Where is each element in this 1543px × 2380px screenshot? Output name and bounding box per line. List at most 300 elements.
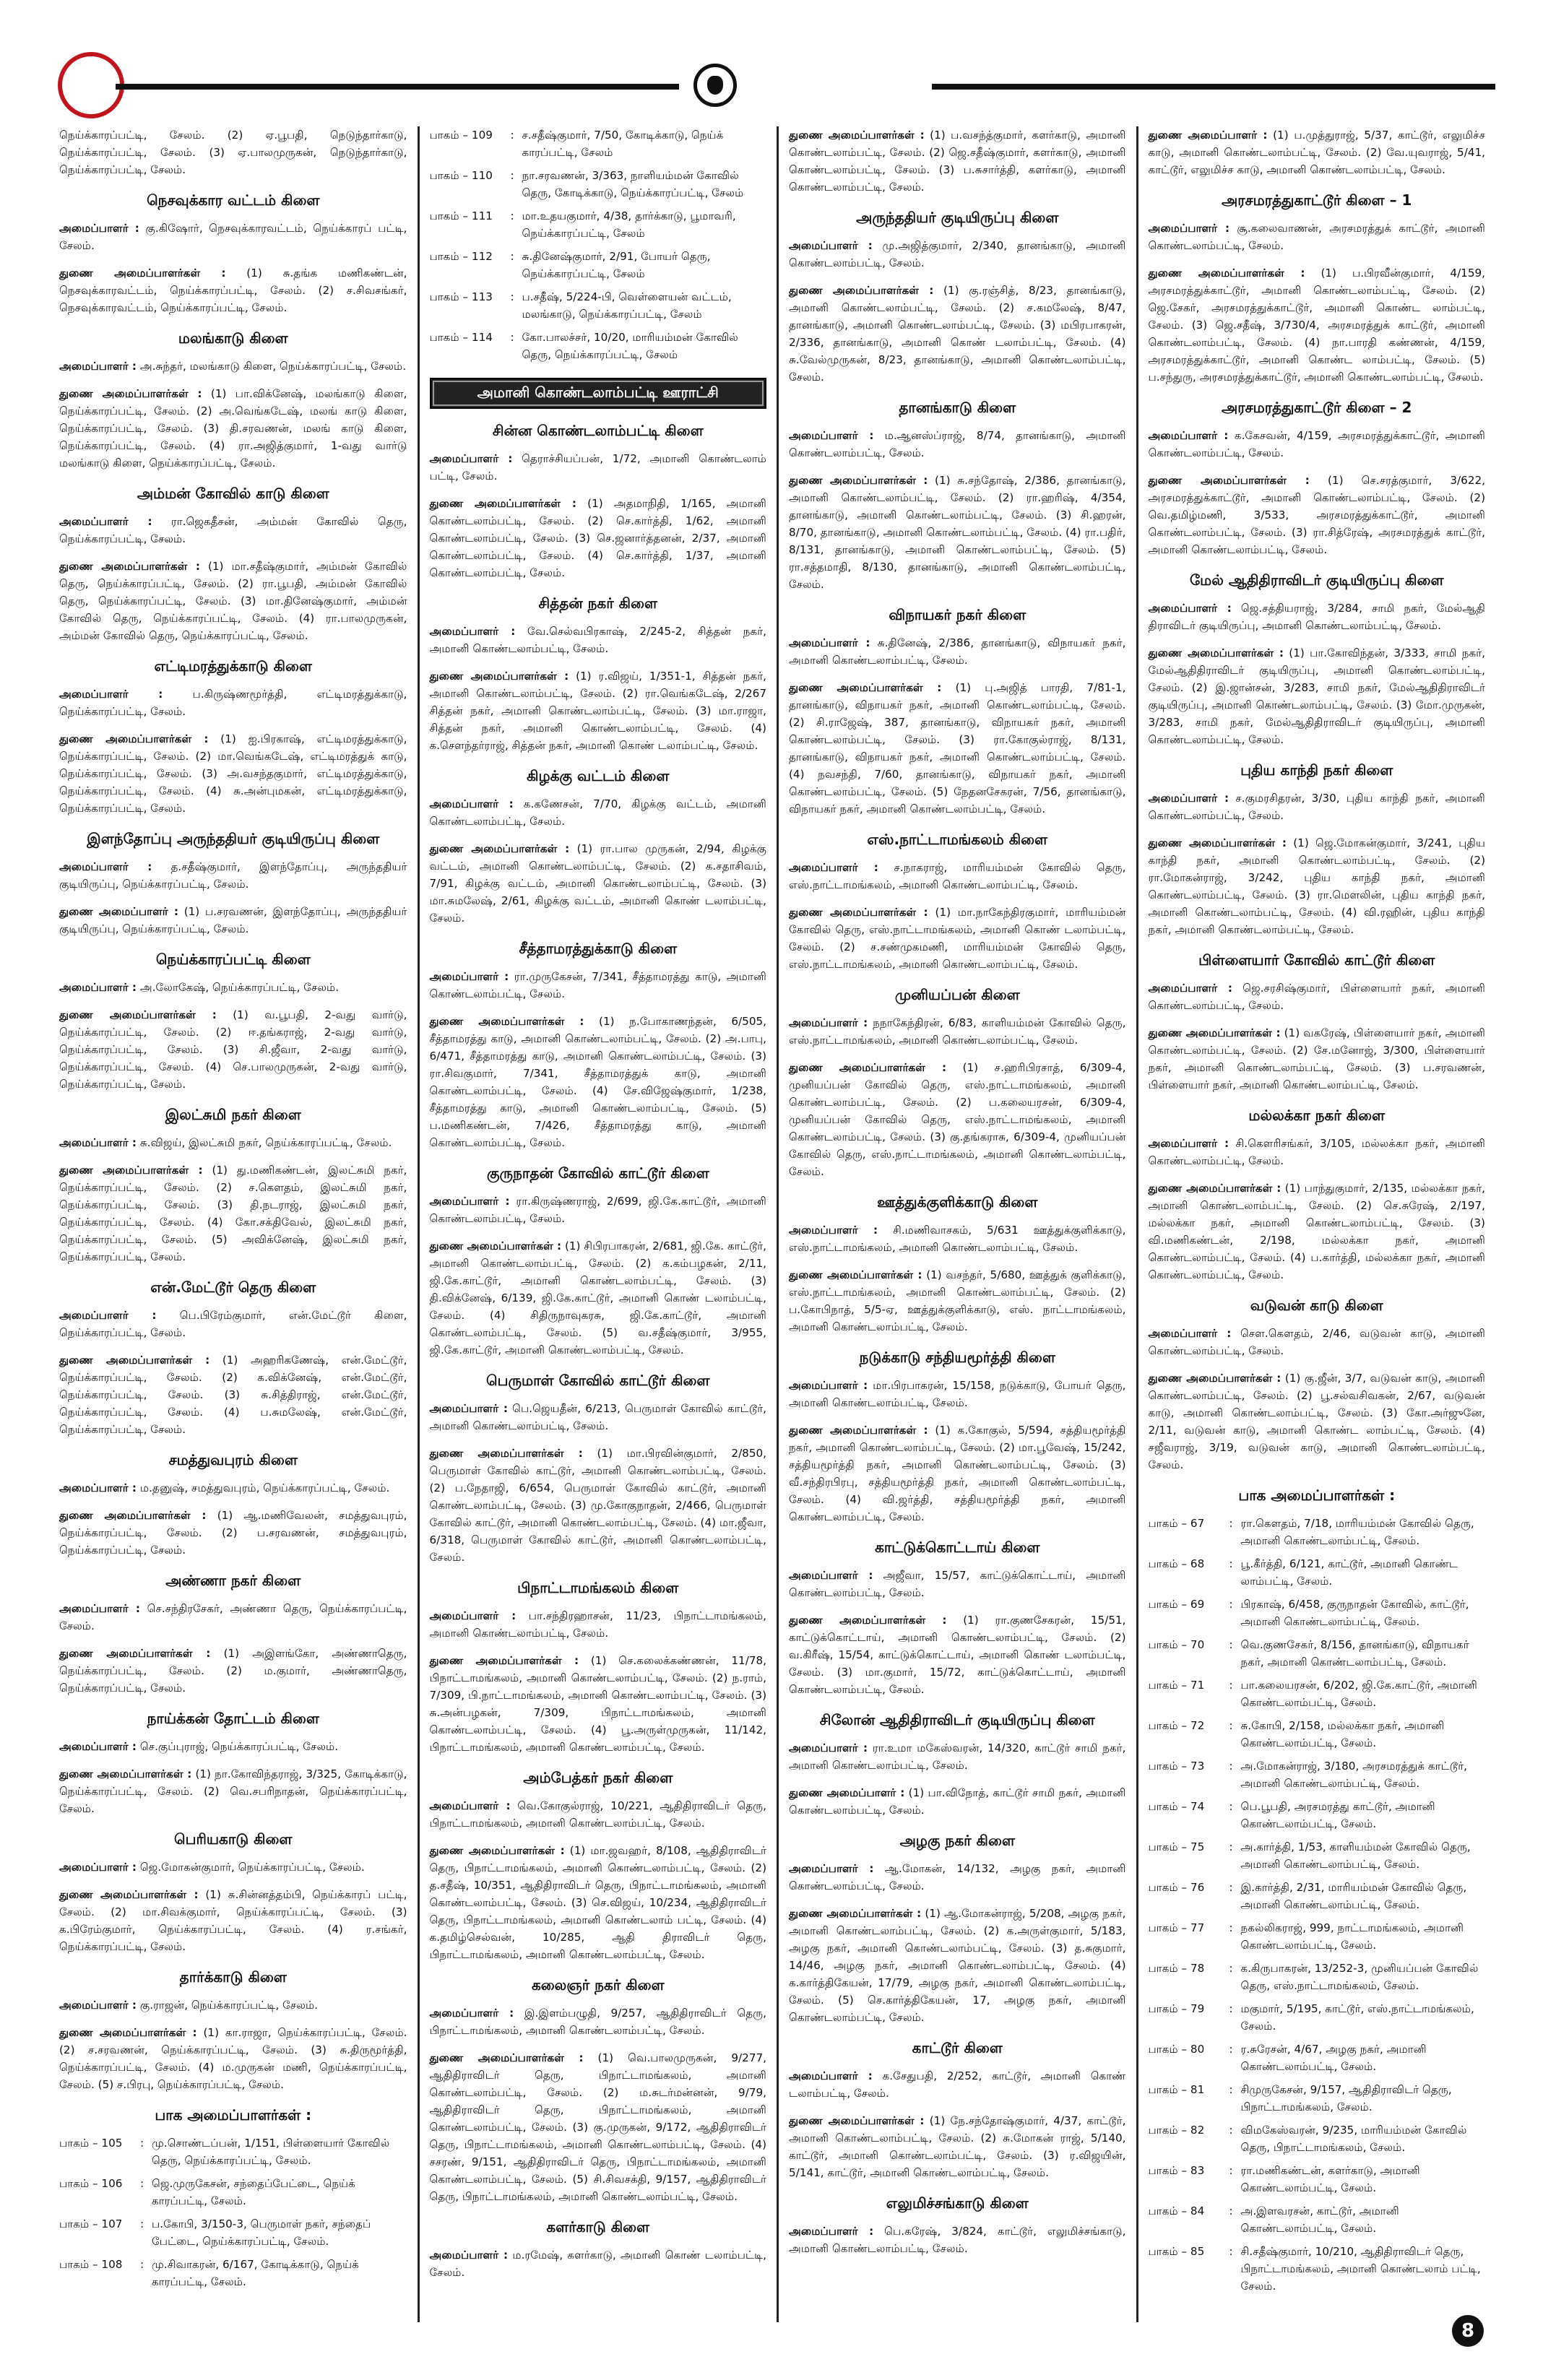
booth-number: பாகம் – 67 xyxy=(1148,1517,1205,1530)
booth-colon: : xyxy=(1229,1760,1233,1773)
booth-number: பாகம் – 74 xyxy=(1148,1800,1205,1813)
booth-colon: : xyxy=(510,290,514,303)
member-text: ஆ.மோகன், 14/132, அழகு நகர், அமானி கொண்டலாம்பட்டி, சேலம். xyxy=(789,1862,1126,1892)
member-text: க.கேசவன், 4/159, அரசமரத்துக்காட்டூர், அமானி கொண்டலாம்பட்டி, சேலம். xyxy=(1148,429,1485,459)
member-paragraph xyxy=(789,2067,1126,2102)
booth-number: பாகம் – 79 xyxy=(1148,2002,1205,2015)
role-label: துணை அமைப்பாளர்கள் : xyxy=(59,1509,207,1522)
section-heading: சமத்துவபுரம் கிளை xyxy=(168,1451,298,1468)
role-label: துணை அமைப்பாளர்கள் : xyxy=(59,732,209,745)
booth-number: பாகம் – 84 xyxy=(1148,2204,1205,2217)
role-label: துணை அமைப்பாளர்கள் : xyxy=(429,2051,584,2064)
role-label: அமைப்பாளர் : xyxy=(789,2069,873,2082)
member-paragraph xyxy=(430,2004,767,2039)
member-paragraph xyxy=(430,495,767,581)
booth-number: பாகம் – 77 xyxy=(1148,1921,1205,1934)
member-text: (1) வ.பூபதி, 2-வது வார்டு, நெய்க்காரப்பட்டி, சேலம். (2) ஈ.தங்கராஜ், 2-வது வார்டு, நெய்க்காரப்பட்டி, சேலம். (3) சி.ஜீவா, 2-வது வார்டு, நெய்க்காரப்பட்டி, சேலம். (4) செ.பாலமுருகன், 2-வது வார்டு, நெய்க்காரப்பட்டி, சேலம். xyxy=(59,1008,407,1091)
member-paragraph xyxy=(1149,789,1486,824)
member-paragraph xyxy=(789,1860,1126,1895)
booth-number: பாகம் – 75 xyxy=(1148,1840,1205,1853)
member-text: சு.விஜய், இலட்சுமி நகர், நெய்க்காரப்பட்டி, சேலம். xyxy=(137,1136,392,1149)
role-label: துணை அமைப்பாளர்கள் : xyxy=(429,1015,584,1028)
member-paragraph xyxy=(430,840,767,927)
booth-entry xyxy=(1149,2081,1486,2116)
member-text: (1) அஇளங்கோ, அண்ணாதெரு, நெய்க்காரப்பட்டி, சேலம். (2) ம.குமார், அண்ணாதெரு, நெய்க்காரப்பட்டி, சேலம். xyxy=(59,1647,407,1695)
member-paragraph xyxy=(789,859,1126,893)
member-paragraph xyxy=(59,1996,407,2014)
role-label: அமைப்பாளர் : xyxy=(1148,429,1229,442)
member-paragraph xyxy=(1149,264,1486,386)
role-label: துணை அமைப்பாளர்கள் : xyxy=(1148,646,1284,659)
booth-organizer: ப.கோபி, 3/150-3, பெருமாள் நகர், சந்தைப் பேட்டை, நெய்க்காரப்பட்டி, சேலம். xyxy=(152,2217,371,2248)
booth-entry xyxy=(1149,2162,1486,2197)
member-paragraph xyxy=(59,126,407,178)
member-paragraph xyxy=(1149,1325,1486,1359)
section-heading: பிள்ளையார் கோவில் காட்டூர் கிளை xyxy=(1198,951,1435,969)
member-text: (1) ப.வசந்த்குமார், களர்காடு, அமானி கொண்டலாம்பட்டி, சேலம். (2) ஜெ.சதீஷ்குமார், களர்காடு, அமானி கொண்டலாம்பட்டி, சேலம். (3) ப.சுசார்த்தி, களர்காடு, அமானி கொண்டலாம்பட்டி, சேலம். xyxy=(789,129,1126,194)
booth-colon: : xyxy=(1229,1679,1233,1692)
role-label: அமைப்பாளர் : xyxy=(59,860,152,873)
role-label: துணை அமைப்பாளர்கள் : xyxy=(1148,1026,1281,1039)
booth-organizer: சு.தினேஷ்குமார், 2/91, போயர் தெரு, நெய்க்காரப்பட்டி, சேலம் xyxy=(522,250,711,280)
booth-number: பாகம் – 107 xyxy=(59,2217,123,2230)
member-paragraph xyxy=(430,450,767,485)
section-heading: அருந்ததியர் குடியிருப்பு கிளை xyxy=(856,209,1059,226)
role-label: அமைப்பாளர் : xyxy=(59,981,137,994)
role-label: அமைப்பாளர் : xyxy=(789,1016,868,1029)
role-label: அமைப்பாளர் : xyxy=(1148,1137,1229,1150)
member-text: சௌ.கௌதம், 2/46, வடுவன் காடு, அமானி கொண்டலாம்பட்டி, சேலம். xyxy=(1148,1327,1485,1357)
role-label: துணை அமைப்பாளர்கள் : xyxy=(59,1008,217,1021)
booth-number: பாகம் – 78 xyxy=(1148,1962,1205,1975)
member-text: மா.பிரபாகரன், 15/158, நடுக்காடு, போயர் தெரு, அமானி கொண்டலாம்பட்டி, சேலம். xyxy=(789,1379,1126,1409)
section-heading: தார்க்காடு கிளை xyxy=(179,1968,287,1986)
role-label: அமைப்பாளர் : xyxy=(789,1862,874,1875)
member-paragraph xyxy=(1149,600,1486,634)
section-heading: பாக அமைப்பாளர்கள் : xyxy=(1238,1487,1396,1504)
member-paragraph xyxy=(59,685,407,720)
booth-entry xyxy=(430,248,767,282)
role-label: அமைப்பாளர் : xyxy=(429,970,509,983)
member-paragraph xyxy=(789,1567,1126,1601)
role-label: அமைப்பாளர் : xyxy=(59,1999,137,2012)
role-label: அமைப்பாளர் : xyxy=(429,1609,517,1622)
member-paragraph xyxy=(789,634,1126,669)
role-label: துணை அமைப்பாளர்கள் : xyxy=(59,1354,210,1367)
booth-organizer: பிரகாஷ், 6/458, குருநாதன் கோவில், காட்டூர், அமானி கொண்டலாம்பட்டி, சேலம். xyxy=(1240,1598,1469,1628)
member-text: பெ.ஜெயதீன், 6/213, பெருமாள் கோவில் காட்டூர், அமானி கொண்டலாம்பட்டி, சேலம். xyxy=(429,1402,766,1432)
section-heading: அழகு நகர் கிளை xyxy=(899,1832,1015,1849)
role-label: அமைப்பாளர் : xyxy=(59,222,139,235)
member-paragraph xyxy=(789,1266,1126,1336)
member-text: (1) கு.ஜீன், 3/7, வடுவன் காடு, அமானி கொண்டலாம்பட்டி, சேலம். (2) பூ.சல்வசிவகன், 2/67, வடுவன் காடு, அமானி கொண்டலாம்பட்டி, சேலம். (3) கோ.அர்ஜுனே, 2/11, வடுவன் காடு, அமானி கொண்ட லாம்பட்டி, சேலம். (4) சஜீவராஜ், 3/19, வடுவன் காடு, அமானி கொண்டலாம்பட்டி, சேலம். xyxy=(1148,1372,1485,1471)
member-paragraph xyxy=(430,1445,767,1566)
booth-entry xyxy=(430,126,767,161)
booth-organizer: பெ.பூபதி, அரசமரத்து காட்டூர், அமானி கொண்டலாம்பட்டி, சேலம். xyxy=(1240,1800,1435,1830)
member-paragraph xyxy=(59,1600,407,1635)
booth-number: பாகம் – 73 xyxy=(1148,1760,1205,1773)
member-paragraph xyxy=(59,358,407,375)
member-text: (1) வசந்தர், 5/680, ஊத்துக் குளிக்காடு, எஸ்.நாட்டாமங்கலம், அமானி கொண்டலாம்பட்டி, சேலம். (2) ப.கோபிநாத், 5/5-ஏ, ஊத்துக்குளிக்காடு, எஸ். நாட்டாமங்கலம், அமானி கொண்டலாம்பட்டி, சேலம். xyxy=(789,1268,1126,1333)
booth-organizer: ப.சதீஷ், 5/224-பி, வெள்ளையன் வட்டம், மலங்காடு, நெய்க்காரப்பட்டி, சேலம் xyxy=(522,290,732,321)
column-2 xyxy=(418,126,777,2322)
member-text: ம.ஆனஸ்ப்ராஜ், 8/74, தானங்காடு, அமானி கொண்டலாம்பட்டி, சேலம். xyxy=(789,429,1126,459)
role-label: துணை அமைப்பாளர்கள் : xyxy=(1148,474,1310,487)
section-heading: தானங்காடு கிளை xyxy=(899,399,1016,416)
member-text: (1) பா.கோவிந்தன், 3/333, சாமி நகர், மேல்ஆதிதிராவிடர் குடியிருப்பு, அமானி கொண்டலாம்பட்டி, சேலம். (2) இ.ஜான்சன், 3/283, சாமி நகர், மேல்ஆதிதிராவிடர் குடியிருப்பு, அமானி கொண்டலாம்பட்டி, சேலம். (3) மோ.முருகன், 3/283, சாமி நகர், மேல்ஆதிதிராவிடர் குடியிருப்பு, அமானி கொண்டலாம்பட்டி, சேலம். xyxy=(1148,646,1485,746)
section-heading: புதிய காந்தி நகர் கிளை xyxy=(1240,761,1393,779)
section-heading: எட்டிமரத்துக்காடு கிளை xyxy=(154,657,312,675)
member-paragraph xyxy=(789,1059,1126,1180)
member-paragraph xyxy=(430,1193,767,1227)
member-paragraph xyxy=(59,2024,407,2093)
member-text: (1) வெ.பாலமுருகன், 9/277, ஆதிதிராவிடர் தெரு, பிநாட்டாமங்கலம், அமானி கொண்டலாம்பட்டி, சேலம். (2) ம.சுடர்மன்னன், 9/79, ஆதிதிராவிடர் தெரு, பிநாட்டாமங்கலம், அமானி கொண்டலாம்பட்டி, சேலம். (3) கு.முருகன், 9/172, ஆதிதிராவிடர் தெரு, பிநாட்டாமங்கலம், அமானி கொண்டலாம்பட்டி, சேலம். (4) சசரண், 9/151, ஆதிதிராவிடர் தெரு, பிநாட்டாமங்கலம், அமானி கொண்டலாம்பட்டி, சேலம். (5) சி.சிவசக்தி, 9/157, ஆதிதிராவிடர் தெரு, பிநாட்டாமங்கலம், அமானி கொண்டலாம்பட்டி, சேலம். xyxy=(429,2051,766,2203)
role-label: அமைப்பாளர் : xyxy=(789,861,878,874)
booth-number: பாகம் – 80 xyxy=(1148,2043,1205,2056)
booth-entry xyxy=(1149,1515,1486,1549)
member-text: (1) வகரேஷ், பிள்ளையார் நகர், அமானி கொண்டலாம்பட்டி, சேலம். (2) சே.மனோஜ், 3/300, பிள்ளையார் நகர், அமானி கொண்டலாம்பட்டி, சேலம். (3) ப.சரவணன், பிள்ளையார் நகர், அமானி கொண்டலாம்பட்டி, சேலம். xyxy=(1148,1026,1485,1091)
member-paragraph xyxy=(59,1886,407,1955)
member-text: ரா.ஜெகதீசன், அம்மன் கோவில் தெரு, நெய்க்காரப்பட்டி, சேலம். xyxy=(59,515,407,545)
member-paragraph xyxy=(1149,427,1486,462)
booth-entry xyxy=(1149,1960,1486,1994)
member-paragraph xyxy=(789,2223,1126,2257)
role-label: துணை அமைப்பாளர்கள் : xyxy=(429,1447,583,1460)
member-text: ஜெ.சரசிஷ்குமார், பிள்ளையார் நகர், அமானி கொண்டலாம்பட்டி, சேலம். xyxy=(1148,982,1485,1012)
role-label: அமைப்பாளர் : xyxy=(789,2225,874,2238)
booth-organizer: ரா.கௌதம், 7/18, மாரியம்மன் கோவில் தெரு, அமானி கொண்டலாம்பட்டி, சேலம். xyxy=(1240,1517,1474,1547)
member-text: (1) நா.கோவிந்தராஜ், 3/325, கோடிக்காடு, நெய்க்காரப்பட்டி, சேலம். (2) வெ.சபரிநாதன், நெய்க்காரப்பட்டி, சேலம். xyxy=(59,1767,407,1815)
role-label: துணை அமைப்பாளர்கள் : xyxy=(1148,267,1305,280)
member-text: வே.செல்வபிரகாஷ், 2/245-2, சித்தன் நகர், அமானி கொண்டலாம்பட்டி, சேலம். xyxy=(429,625,766,655)
section-heading: சிலோன் ஆதிதிராவிடர் குடியிருப்பு கிளை xyxy=(819,1711,1095,1728)
member-text: (1) மா.நாகேந்திரகுமார், மாரியம்மன் கோவில் தெரு, எஸ்.நாட்டாமங்கலம், அமானி கொண் டலாம்பட்டி, சேலம். (2) ச.சண்முகமணி, மாரியம்மன் கோவில் தெரு, எஸ்.நாட்டாமங்கலம், அமானி கொண்டலாம்பட்டி, சேலம். xyxy=(789,906,1126,971)
booth-colon: : xyxy=(1229,1962,1233,1975)
member-text: வெ.கோகுல்ராஜ், 10/221, ஆதிதிராவிடர் தெரு, பிநாட்டாமங்கலம், அமானி கொண்டலாம்பட்டி, சேலம். xyxy=(429,1799,766,1830)
section-heading: பிநாட்டாமங்கலம் கிளை xyxy=(517,1579,679,1596)
member-paragraph xyxy=(430,968,767,1003)
member-text: (1) ச.ஹரிபிரசாத், 6/309-4, முனியப்பன் கோவில் தெரு, எஸ்.நாட்டாமங்கலம், அமானி கொண்டலாம்பட்டி, சேலம். (2) ப.கலையரசன், 6/309-4, முனியப்பன் கோவில் தெரு, எஸ்.நாட்டாமங்கலம், அமானி கொண்டலாம்பட்டி, சேலம். (3) கு.தங்கராசு, 6/309-4, முனியப்பன் கோவில் தெரு, எஸ்.நாட்டாமங்கலம், அமானி கொண்டலாம்பட்டி, சேலம். xyxy=(789,1061,1126,1178)
role-label: அமைப்பாளர் : xyxy=(789,1741,868,1754)
role-label: துணை அமைப்பாளர் : xyxy=(1148,129,1268,142)
booth-number: பாகம் – 105 xyxy=(59,2137,123,2150)
member-paragraph xyxy=(59,1507,407,1559)
member-text: (1) சு.தங்க மணிகண்டன், நெசவுக்காரவட்டம், நெய்க்காரப்பட்டி, சேலம். (2) ச.சிவசங்கர், நெசவுக்காரவட்டம், நெய்க்காரப்பட்டி, சேலம். xyxy=(59,267,407,314)
booth-number: பாகம் – 113 xyxy=(429,290,493,303)
section-heading: பெரியகாடு கிளை xyxy=(174,1830,293,1848)
member-paragraph xyxy=(789,126,1126,196)
booth-entry xyxy=(1149,2041,1486,2075)
section-heading: நடுக்காடு சந்தியமூர்த்தி கிளை xyxy=(859,1349,1055,1366)
member-text: சி.மணிவாசகம், 5/631 ஊத்துக்குளிக்காடு, எஸ்.நாட்டாமங்கலம், அமானி கொண்டலாம்பட்டி, சேலம். xyxy=(789,1224,1126,1254)
member-paragraph xyxy=(59,858,407,893)
member-text: (1) ஐ.பிரகாஷ், எட்டிமரத்துக்காடு, நெய்க்காரப்பட்டி, சேலம். (2) மா.வெங்கடேஷ், எட்டிமரத்துக் காடு, நெய்க்காரப்பட்டி, சேலம். (3) அ.வசந்தகுமார், எட்டிமரத்துக்காடு, நெய்க்காரப்பட்டி, சேலம். (4) சு.அன்புமகன், எட்டிமரத்துக்காடு, நெய்க்காரப்பட்டி, சேலம். xyxy=(59,732,407,815)
booth-colon: : xyxy=(1229,2124,1233,2137)
member-paragraph xyxy=(789,2112,1126,2181)
member-text: (1) ரா.பால முருகன், 2/94, கிழக்கு வட்டம், அமானி கொண்டலாம்பட்டி, சேலம். (2) க.சதாசிவம், 7/91, கிழக்கு வட்டம், அமானி கொண்டலாம்பட்டி, சேலம். (3) மா.சுமலேஷ், 2/61, கிழக்கு வட்டம், அமானி கொண் டலாம்பட்டி, சேலம். xyxy=(429,842,766,925)
member-paragraph xyxy=(59,385,407,472)
member-paragraph xyxy=(789,1377,1126,1411)
section-heading: அண்ணா நகர் கிளை xyxy=(165,1572,301,1589)
member-paragraph xyxy=(789,1739,1126,1774)
booth-organizer: அ.இளவரசன், காட்டூர், அமானி கொண்டலாம்பட்டி, சேலம். xyxy=(1240,2204,1399,2235)
panchayat-banner: அமானி கொண்டலாம்பட்டி ஊராட்சி xyxy=(430,378,767,409)
member-text: (1) கா.ராஜா, நெய்க்காரப்பட்டி, சேலம். (2) ச.சரவணன், நெய்க்காரப்பட்டி, சேலம். (3) சு.திருமூர்த்தி, நெய்க்காரப்பட்டி, சேலம். (4) ம.முருகன் மணி, நெய்க்காரப்பட்டி, சேலம். (5) ச.பிரபு, நெய்க்காரப்பட்டி, சேலம். xyxy=(59,2026,407,2091)
booth-organizer: மு.சிவாகரன், 6/167, கோடிக்காடு, நெய்க் காரப்பட்டி, சேலம். xyxy=(152,2258,359,2288)
member-text: ரா.உமா மகேஸ்வரன், 14/320, காட்டூர் சாமி நகர், அமானி கொண்டலாம்பட்டி, சேலம். xyxy=(789,1741,1126,1772)
member-text: க.கணேசன், 7/70, கிழக்கு வட்டம், அமானி கொண்டலாம்பட்டி, சேலம். xyxy=(429,797,766,828)
booth-entry xyxy=(430,329,767,363)
section-heading: நெய்க்காரப்பட்டி கிளை xyxy=(155,951,311,968)
member-text: ச.நாகராஜ், மாரியம்மன் கோவில் தெரு, எஸ்.நாட்டாமங்கலம், அமானி கொண்டலாம்பட்டி, சேலம். xyxy=(789,861,1126,891)
role-label: துணை அமைப்பாளர்கள் : xyxy=(59,1647,211,1660)
role-label: துணை அமைப்பாளர்கள் : xyxy=(1148,836,1287,849)
role-label: அமைப்பாளர் : xyxy=(1148,792,1229,805)
member-text: நநாகேந்திரன், 6/83, காளியம்மன் கோவில் தெரு, எஸ்.நாட்டாமங்கலம், அமானி கொண்டலாம்பட்டி, சேலம். xyxy=(789,1016,1126,1047)
member-paragraph xyxy=(789,1905,1126,2026)
booth-organizer: மு.சொண்டப்பன், 1/151, பிள்ளையார் கோவில் தெரு, நெய்க்காரப்பட்டி, சேலம். xyxy=(152,2137,390,2167)
booth-organizer: ச.சதீஷ்குமார், 7/50, கோடிக்காடு, நெய்க் காரப்பட்டி, சேலம் xyxy=(522,129,724,159)
member-text: (1) பா.விநோத், காட்டூர் சாமி நகர், அமானி கொண்டலாம்பட்டி, சேலம். xyxy=(789,1786,1126,1817)
booth-number: பாகம் – 69 xyxy=(1148,1598,1205,1611)
member-paragraph xyxy=(59,220,407,254)
booth-number: பாகம் – 85 xyxy=(1148,2245,1205,2258)
section-heading: கிழக்கு வட்டம் கிளை xyxy=(527,767,670,784)
member-paragraph xyxy=(430,2049,767,2205)
booth-organizer: அ.கார்த்தி, 1/53, காளியம்மன் கோவில் தெரு, அமானி கொண்டலாம்பட்டி, சேலம். xyxy=(1240,1840,1471,1871)
booth-colon: : xyxy=(1229,2043,1233,2056)
member-text: த.சதீஷ்குமார், இளந்தோப்பு, அருந்ததியர் குடியிருப்பு, நெய்க்காரப்பட்டி, சேலம். xyxy=(59,860,407,891)
member-paragraph xyxy=(789,679,1126,818)
member-text: கு.ராஜன், நெய்க்காரப்பட்டி, சேலம். xyxy=(137,1999,318,2012)
role-label: துணை அமைப்பாளர்கள் : xyxy=(429,842,570,855)
section-heading: இலட்சுமி நகர் கிளை xyxy=(165,1106,301,1123)
member-text: ஜெ.சத்தியராஜ், 3/284, சாமி நகர், மேல்ஆதி திராவிடர் குடியிருப்பு, அமானி கொண்டலாம்பட்டி, சேலம். xyxy=(1148,602,1485,632)
booth-entry xyxy=(430,207,767,242)
member-text: (1) து.மணிகண்டன், இலட்சுமி நகர், நெய்க்காரப்பட்டி, சேலம். (2) ச.கௌதம், இலட்சுமி நகர், நெய்க்காரப்பட்டி, சேலம். (3) தி.நடராஜ், இலட்சுமி நகர், நெய்க்காரப்பட்டி, சேலம். (4) கோ.சக்திவேல், இலட்சுமி நகர், நெய்க்காரப்பட்டி, சேலம். (5) அவிக்னேஷ், இலட்சுமி நகர், நெய்க்காரப்பட்டி, சேலம். xyxy=(59,1164,407,1263)
member-paragraph xyxy=(59,1161,407,1265)
booth-colon: : xyxy=(1229,1800,1233,1813)
booth-colon: : xyxy=(1229,1638,1233,1651)
member-text: அஜீவா, 15/57, காட்டுக்கொட்டாய், அமானி கொண்டலாம்பட்டி, சேலம். xyxy=(789,1569,1126,1599)
booth-organizer: நா.சரவணன், 3/363, நாளியம்மன் கோவில் தெரு, கோடிக்காடு, நெய்க்காரப்பட்டி, சேலம் xyxy=(522,169,744,199)
header-rule-left xyxy=(116,84,679,90)
member-text: (1) ப.பிரவீன்குமார், 4/159, அரசமரத்துக்காட்டூர், அமானி கொண்டலாம்பட்டி, சேலம். (2) ஜெ.சேகர், அரசமரத்துக்காட்டூர், அமானி கொண்ட லாம்பட்டி, சேலம். (3) ஜெ.சதீஷ், 3/730/4, அரசமரத்துக் காட்டூர், அமானி கொண்டலாம்பட்டி, சேலம். (4) நா.பாரதி கண்ணன், 4/159, அரசமரத்துக்காட்டூர், அமானி கொண்ட லாம்பட்டி, சேலம். (5) ப.சந்துரு, அரசமரத்துக்காட்டூர், அமானி கொண்டலாம்பட்டி, சேலம். xyxy=(1148,267,1485,384)
booth-colon: : xyxy=(1229,2164,1233,2177)
role-label: துணை அமைப்பாளர்கள் : xyxy=(789,1614,947,1627)
role-label: துணை அமைப்பாளர்கள் : xyxy=(429,670,569,683)
role-label: அமைப்பாளர் : xyxy=(59,1861,137,1874)
member-paragraph xyxy=(1149,472,1486,558)
section-heading: எஸ்.நாட்டாமங்கலம் கிளை xyxy=(867,831,1048,848)
role-label: துணை அமைப்பாளர்கள் : xyxy=(1148,1182,1281,1195)
role-label: அமைப்பாளர் : xyxy=(429,797,514,810)
booth-organizer: மகுமார், 5/195, காட்டூர், எஸ்.நாட்டாமங்கலம், சேலம். xyxy=(1240,2002,1474,2033)
member-paragraph xyxy=(1149,834,1486,938)
member-paragraph xyxy=(59,1645,407,1697)
role-label: அமைப்பாளர் : xyxy=(789,429,874,442)
member-paragraph xyxy=(1149,644,1486,748)
booth-entry xyxy=(1149,1757,1486,1792)
header-circle-emblem xyxy=(58,52,124,118)
page-number-badge: 8 xyxy=(1452,2315,1484,2347)
member-text: (1) கு.ரஞ்சித், 8/23, தானங்காடு, அமானி கொண்டலாம்பட்டி, சேலம். (2) ச.கமலேஷ், 8/47, தானங்காடு, அமானி கொண்டலாம்பட்டி, சேலம். (3) மபிரபாகரன், 2/336, தானங்காடு, அமானி கொண் டலாம்பட்டி, சேலம். (4) சு.வேல்முருகன், 8/23, தானங்காடு, அமானி கொண்டலாம்பட்டி, சேலம். xyxy=(789,284,1126,384)
booth-number: பாகம் – 106 xyxy=(59,2177,123,2190)
member-text: (1) செ.சரத்குமார், 3/622, அரசமரத்துக்காட்டூர், அமானி கொண்டலாம்பட்டி, சேலம். (2) வெ.தமிழ்மணி, 3/533, அரசமரத்துக்காட்டூர், அமானி கொண்டலாம்பட்டி, சேலம். (3) ரா.சித்ரேஷ், அரசமரத்துக் காட்டூர், அமானி கொண்டலாம்பட்டி, சேலம். xyxy=(1148,474,1485,556)
role-label: துணை அமைப்பாளர்கள் : xyxy=(789,681,942,694)
member-paragraph xyxy=(59,903,407,938)
section-heading: சீத்தாமரத்துக்காடு கிளை xyxy=(519,940,678,957)
member-paragraph xyxy=(430,1797,767,1832)
booth-colon: : xyxy=(510,169,514,182)
member-text: (1) ர.விஜய், 1/351-1, சித்தன் நகர், அமானி கொண்டலாம்பட்டி, சேலம். (2) ரா.வெங்கடேஷ், 2/267 சித்தன் நகர், அமானி கொண்டலாம்பட்டி, சேலம். (3) மா.ராஜா, சித்தன் நகர், அமானி கொண்டலாம்பட்டி, சேலம். (4) க.சௌந்தர்ராஜ், சித்தன் நகர், அமானி கொண் டலாம்பட்டி, சேலம். xyxy=(429,670,766,752)
role-label: அமைப்பாளர் : xyxy=(789,636,870,649)
member-paragraph xyxy=(59,979,407,996)
booth-organizer: ரா.மணிகண்டன், களர்காடு, அமானி கொண்டலாம்பட்டி, சேலம். xyxy=(1240,2164,1420,2194)
booth-colon: : xyxy=(140,2258,144,2271)
booth-organizer: வெ.குணசேகர், 8/156, தானங்காடு, விநாயகர் நகர், அமானி கொண்டலாம்பட்டி, சேலம். xyxy=(1240,1638,1469,1669)
section-heading: முனியப்பன் கிளை xyxy=(894,986,1020,1003)
section-heading: சித்தன் நகர் கிளை xyxy=(538,594,657,612)
member-text: (1) க.கோகுல், 5/594, சத்தியமூர்த்தி நகர், அமானி கொண்டலாம்பட்டி, சேலம். (2) மா.பூவேஷ், 15/242, சத்தியமூர்த்தி நகர், அமானி கொண்டலாம்பட்டி, சேலம். (3) வீ.சந்திரபிரபு, சத்தியமூர்த்தி நகர், அமானி கொண்டலாம்பட்டி, சேலம். (4) வி.ஜர்த்தி, சத்தியமூர்த்தி நகர், அமானி கொண்டலாம்பட்டி, சேலம். xyxy=(789,1424,1126,1523)
role-label: அமைப்பாளர் : xyxy=(1148,982,1232,995)
member-paragraph xyxy=(430,1400,767,1435)
section-heading: வடுவன் காடு கிளை xyxy=(1250,1297,1383,1314)
role-label: அமைப்பாளர் : xyxy=(429,625,516,638)
member-paragraph xyxy=(789,1221,1126,1256)
member-text: தெராச்சியப்பன், 1/72, அமானி கொண்டலாம் பட்டி, சேலம். xyxy=(429,452,767,483)
booth-colon: : xyxy=(1229,2245,1233,2258)
section-heading: மல்லக்கா நகர் கிளை xyxy=(1248,1107,1386,1124)
role-label: துணை அமைப்பாளர்கள் : xyxy=(789,474,928,487)
section-heading: சின்ன கொண்டலாம்பட்டி கிளை xyxy=(492,422,704,439)
role-label: துணை அமைப்பாளர்கள் : xyxy=(789,906,928,919)
member-text: (1) அதமாநிதி, 1/165, அமானி கொண்டலாம்பட்டி, சேலம். (2) செ.கார்த்தி, 1/62, அமானி கொண்டலாம்பட்டி, சேலம். (3) செ.ஜனார்த்தனன், 2/37, அமானி கொண்டலாம்பட்டி, சேலம். (4) செ.கார்த்தி, 1/37, அமானி கொண்டலாம்பட்டி, சேலம். xyxy=(429,497,766,579)
booth-colon: : xyxy=(1229,1921,1233,1934)
role-label: துணை அமைப்பாளர்கள் : xyxy=(429,497,576,510)
member-text: (1) நே.சந்தோஷ்குமார், 4/37, காட்டூர், அமானி கொண்டலாம்பட்டி, சேலம். (2) சு.மோகன் ராஜ், 5/140, காட்டூர், அமானி கொண்டலாம்பட்டி, சேலம். (3) ர.விஜயின், 5/141, காட்டூர், அமானி கொண்டலாம்பட்டி, சேலம். xyxy=(789,2114,1126,2179)
booth-colon: : xyxy=(510,129,514,142)
member-paragraph xyxy=(789,282,1126,386)
booth-entry xyxy=(59,2134,407,2169)
role-label: துணை அமைப்பாளர்கள் : xyxy=(429,1239,562,1252)
member-text: செ.குப்புராஜ், நெய்க்காரப்பட்டி, சேலம். xyxy=(137,1740,339,1753)
booth-number: பாகம் – 110 xyxy=(429,169,493,182)
role-label: துணை அமைப்பாளர்கள் : xyxy=(59,1888,199,1901)
member-text: (1) அஹரிகணேஷ், என்.மேட்டூர், நெய்க்காரப்பட்டி, சேலம். (2) க.விக்னேஷ், என்.மேட்டூர், நெய்க்காரப்பட்டி, சேலம். (3) சு.சித்திராஜ், என்.மேட்டூர், நெய்க்காரப்பட்டி, சேலம். (4) ப.சுமலேஷ், என்.மேட்டூர், நெய்க்காரப்பட்டி, சேலம். xyxy=(59,1354,407,1436)
booth-entry xyxy=(1149,1919,1486,1954)
booth-number: பாகம் – 114 xyxy=(429,331,493,344)
article-columns xyxy=(58,126,1495,2322)
member-text: (1) ப.சரவணன், இளந்தோப்பு, அருந்ததியர் குடியிருப்பு, நெய்க்காரப்பட்டி, சேலம். xyxy=(59,905,407,935)
booth-organizer: அ.மோகன்ராஜ், 3/180, அரசமரத்துக் காட்டூர், அமானி கொண்டலாம்பட்டி, சேலம். xyxy=(1240,1760,1467,1790)
member-text: க.சேதுபதி, 2/252, காட்டூர், அமானி கொண் டலாம்பட்டி, சேலம். xyxy=(789,2069,1126,2100)
section-heading: குருநாதன் கோவில் காட்டூர் கிளை xyxy=(486,1164,709,1182)
member-paragraph xyxy=(1149,979,1486,1014)
booth-colon: : xyxy=(1229,1557,1233,1570)
booth-organizer: விமகேஸ்வரன், 9/235, மாரியம்மன் கோவில் தெரு, பிநாட்டாமங்கலம், சேலம். xyxy=(1240,2124,1467,2154)
section-heading: அம்மன் கோவில் காடு கிளை xyxy=(137,485,329,502)
role-label: துணை அமைப்பாளர்கள் : xyxy=(59,387,202,400)
role-label: துணை அமைப்பாளர்கள் : xyxy=(59,1164,203,1177)
booth-number: பாகம் – 108 xyxy=(59,2258,123,2271)
member-paragraph xyxy=(1149,1135,1486,1169)
booth-organizer: இ.கார்த்தி, 2/31, மாரியம்மன் கோவில் தெரு, அமானி கொண்டலாம்பட்டி, சேலம். xyxy=(1240,1881,1467,1911)
booth-colon: : xyxy=(140,2217,144,2230)
role-label: துணை அமைப்பாளர்கள் : xyxy=(789,1061,947,1074)
member-paragraph xyxy=(430,2246,767,2281)
booth-colon: : xyxy=(140,2177,144,2190)
member-text: (1) மா.ஜவஹர், 8/108, ஆதிதிராவிடர் தெரு, பிநாட்டாமங்கலம், அமானி கொண்டலாம்பட்டி, சேலம். (2) த.சதீஷ், 10/351, ஆதிதிராவிடர் தெரு, பிநாட்டாமங்கலம், அமானி கொண்டலாம்பட்டி, சேலம். (3) செ.விஜய், 10/234, ஆதிதிராவிடர் தெரு, பிநாட்டாமங்கலம், அமானி கொண்டலாம் பட்டி, சேலம். (4) க.தமிழ்செல்வன், 10/285, ஆதி திராவிடர் தெரு, பிநாட்டாமங்கலம், அமானி கொண்டலாம்பட்டி, சேலம். xyxy=(429,1844,766,1961)
member-text: ம.ரமேஷ், களர்காடு, அமானி கொண் டலாம்பட்டி, சேலம். xyxy=(429,2249,766,2279)
booth-entry xyxy=(59,2175,407,2210)
member-paragraph xyxy=(1149,1180,1486,1284)
member-paragraph xyxy=(1149,1369,1486,1474)
member-paragraph xyxy=(1149,126,1486,178)
member-paragraph xyxy=(59,1479,407,1497)
role-label: அமைப்பாளர் : xyxy=(429,2249,509,2262)
member-text: (1) பா.விக்னேஷ், மலங்காடு கிளை, நெய்க்காரப்பட்டி, சேலம். (2) அ.வெங்கடேஷ், மலங் காடு கிளை, நெய்க்காரப்பட்டி, சேலம். (3) தி.சரவணன், மலங் காடு கிளை, நெய்க்காரப்பட்டி, சேலம். (4) ரா.அஜித்குமார், 1-வது வார்டு மலங்காடு கிளை, நெய்க்காரப்பட்டி, சேலம். xyxy=(59,387,407,469)
member-text: ச.குமரசிதரன், 3/30, புதிய காந்தி நகர், அமானி கொண்டலாம்பட்டி, சேலம். xyxy=(1148,792,1485,822)
member-paragraph xyxy=(789,1611,1126,1698)
booth-entry xyxy=(1149,1596,1486,1630)
section-heading: எலுமிச்சங்காடு கிளை xyxy=(886,2194,1029,2212)
member-text: (1) ஜெ.மோகன்குமார், 3/241, புதிய காந்தி நகர், அமானி கொண்டலாம்பட்டி, சேலம். (2) ரா.மோகன்ராஜ், 3/242, புதிய காந்தி நகர், அமானி கொண்டலாம்பட்டி, சேலம். (3) ரா.மௌலின், புதிய காந்தி நகர், அமானி கொண்டலாம்பட்டி, சேலம். (4) வி.ரஹின், புதிய காந்தி நகர், அமானி கொண்டலாம்பட்டி, சேலம். xyxy=(1148,836,1485,936)
member-text: அ.லோகேஷ், நெய்க்காரப்பட்டி, சேலம். xyxy=(137,981,340,994)
member-text: (1) ரா.குணசேகரன், 15/51, காட்டுக்கொட்டாய், அமானி கொண்டலாம்பட்டி, சேலம். (2) வ.கிரீஷ், 15/54, காட்டுக்கொட்டாய், அமானி கொண் டலாம்பட்டி, சேலம். (3) மா.குமார், 15/72, காட்டுக்கொட்டாய், அமானி கொண்டலாம்பட்டி, சேலம். xyxy=(789,1614,1126,1696)
member-text: ம.தனுஷ், சமத்துவபுரம், நெய்க்காரப்பட்டி, சேலம். xyxy=(137,1481,390,1494)
member-text: (1) ப.முத்துராஜ், 5/37, காட்டூர், எலுமிச்ச காடு, அமானி கொண்டலாம்பட்டி, சேலம். (2) வே.யுவராஜ், 5/41, காட்டூர், எலுமிச்ச காடு, அமானி கொண்டலாம்பட்டி, சேலம். xyxy=(1148,129,1485,176)
booth-number: பாகம் – 83 xyxy=(1148,2164,1205,2177)
booth-number: பாகம் – 72 xyxy=(1148,1719,1205,1732)
booth-organizer: சு.கோபி, 2/158, மல்லக்கா நகர், அமானி கொண்டலாம்பட்டி, சேலம். xyxy=(1240,1719,1445,1749)
column-3 xyxy=(777,126,1136,2322)
role-label: அமைப்பாளர் : xyxy=(789,1224,878,1237)
role-label: அமைப்பாளர் : xyxy=(59,1136,137,1149)
member-text: பெ.கரேஷ், 3/824, காட்டூர், எலுமிச்சங்காடு, அமானி கொண்டலாம்பட்டி, சேலம். xyxy=(789,2225,1126,2255)
member-paragraph xyxy=(430,623,767,657)
member-paragraph xyxy=(59,1134,407,1151)
role-label: அமைப்பாளர் : xyxy=(789,1379,868,1392)
booth-organizer: பூ.கீர்த்தி, 6/121, காட்டூர், அமானி கொண்ட லாம்பட்டி, சேலம். xyxy=(1240,1557,1458,1588)
booth-number: பாகம் – 81 xyxy=(1148,2083,1205,2096)
member-text: (1) ந.போகாணந்தன், 6/505, சீத்தாமரத்து காடு, அமானி கொண்டலாம்பட்டி, சேலம். (2) அ.பாபு, 6/471, சீத்தாமரத்து காடு, அமானி கொண்டலாம்பட்டி, சேலம். (3) ரா.சிவகுமார், 7/341, சீத்தாமரத்துக் காடு, அமானி கொண்டலாம்பட்டி, சேலம். (4) சே.விஜேஷ்குமார், 1/238, சீத்தாமரத்து காடு, அமானி கொண்டலாம்பட்டி, சேலம். (5) ப.மணிகண்டன், 7/426, சீத்தாமரத்து காடு, அமானி கொண்டலாம்பட்டி, சேலம். xyxy=(429,1015,766,1149)
booth-organizer: பா.கலையரசன், 6/202, ஜி.கே.காட்டூர், அமானி கொண்டலாம்பட்டி, சேலம். xyxy=(1240,1679,1478,1709)
member-paragraph xyxy=(430,667,767,754)
member-paragraph xyxy=(430,1842,767,1963)
section-heading: அம்பேத்கர் நகர் கிளை xyxy=(523,1769,673,1786)
role-label: துணை அமைப்பாளர்கள் : xyxy=(429,1654,579,1667)
member-paragraph xyxy=(430,1013,767,1151)
section-heading: பெருமாள் கோவில் காட்டூர் கிளை xyxy=(486,1372,710,1389)
member-paragraph xyxy=(59,558,407,644)
member-paragraph xyxy=(789,1014,1126,1049)
section-heading: அரசமரத்துகாட்டூர் கிளை – 2 xyxy=(1222,399,1412,416)
booth-entry xyxy=(430,167,767,202)
member-text: அ.சுந்தர், மலங்காடு கிளை, நெய்க்காரப்பட்டி, சேலம். xyxy=(137,360,407,373)
member-paragraph xyxy=(59,513,407,548)
booth-organizer: க.கிருபாகரன், 13/252-3, முனியப்பன் கோவில் தெரு, எஸ்.நாட்டாமங்கலம், சேலம். xyxy=(1240,1962,1479,1992)
booth-colon: : xyxy=(1229,2204,1233,2217)
member-text: சி.கௌரிசங்கர், 3/105, மல்லக்கா நகர், அமானி கொண்டலாம்பட்டி, சேலம். xyxy=(1148,1137,1485,1167)
member-paragraph xyxy=(59,264,407,316)
member-text: (1) சு.சந்தோஷ், 2/386, தானங்காடு, அமானி கொண்டலாம்பட்டி, சேலம். (2) ரா.ஹரிஷ், 4/354, தானங்காடு, அமானி கொண்டலாம்பட்டி, சேலம். (3) சி.ஹரன், 8/70, தானங்காடு, அமானி கொண்டலாம்பட்டி, சேலம். (4) ரா.பதிர், 8/131, தானங்காடு, அமானி கொண்டலாம்பட்டி, சேலம். (5) ரா.சத்தமாதி, 8/130, தானங்காடு, அமானி கொண்டலாம்பட்டி, சேலம். xyxy=(789,474,1126,591)
section-heading: இளந்தோப்பு அருந்ததியர் குடியிருப்பு கிளை xyxy=(87,830,380,847)
booth-entry xyxy=(430,288,767,323)
role-label: அமைப்பாளர் : xyxy=(789,1569,873,1582)
booth-colon: : xyxy=(1229,1517,1233,1530)
member-paragraph xyxy=(59,1858,407,1876)
